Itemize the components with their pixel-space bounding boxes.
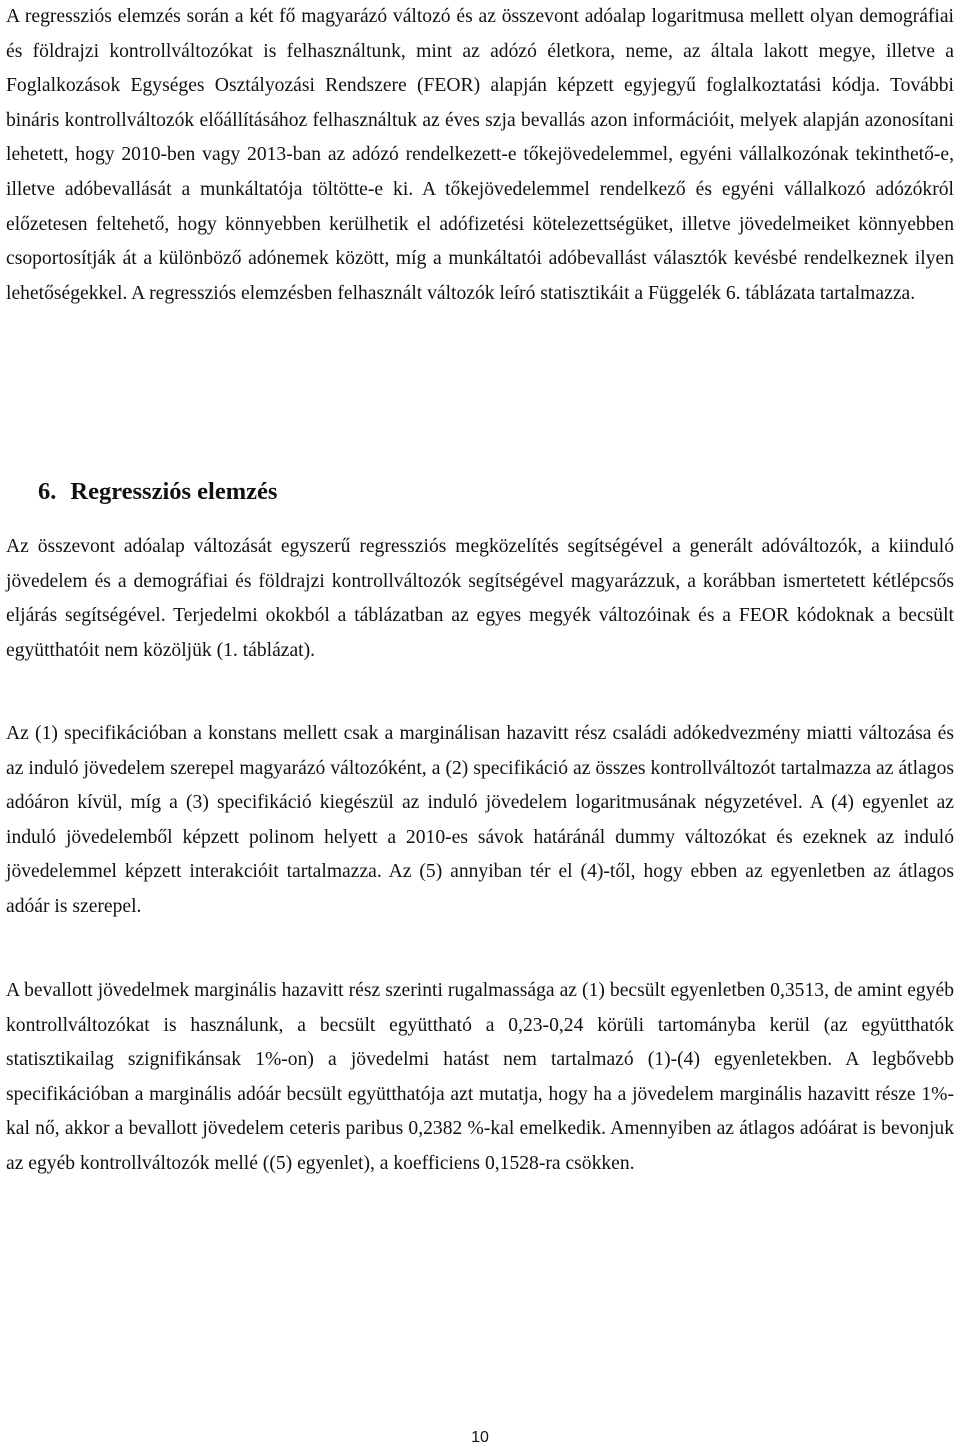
section-heading [38,474,277,510]
section-paragraph-1: Az összevont adóalap változását egyszerű regressziós megközelítés segítségével a generált adóváltozók, a kiinduló jövedelem és a demográfiai és földrajzi kontrollváltozók segítségével magyarázzuk, a korábban ismertetett kétlépcsős eljárás segítségével. Terjedelmi okokból a táblázatban az egyes megyék változóinak és a FEOR kódoknak a becsült együtthatóit nem közöljük (1. táblázat). [6,536,954,661]
section-title: Regressziós elemzés [70,478,278,505]
section-paragraph-2: Az (1) specifikációban a konstans mellett csak a marginálisan hazavitt rész családi adókedvezmény miatti változása és az induló jövedelem szerepel magyarázó változóként, a (2) specifikáció az összes kontrollváltozót tartalmazza az átlagos adóáron kívül, míg a (3) specifikáció kiegészül az induló jövedelem logaritmusának négyzetével. A (4) egyenlet az induló jövedelemből képzett polinom helyett a 2010-es sávok határánál dummy változókat és ezeknek az induló jövedelemmel képzett interakcióit tartalmazza. Az (5) annyiban tér el (4)-től, hogy ebben az egyenletben az átlagos adóár is szerepel. [6,723,954,917]
section-number: 6. [38,478,57,505]
page-number: 10 [471,1429,489,1446]
section-paragraph-3: A bevallott jövedelmek marginális hazavitt rész szerinti rugalmassága az (1) becsült egyenletben 0,3513, de amint egyéb kontrollváltozókat is használunk, a becsült együttható a 0,23-0,24 körüli tartományba kerül (az együtthatók statisztikailag szignifikánsak 1%-on) a jövedelmi hatást nem tartalmazó (1)-(4) egyenletekben. A legbővebb specifikációban a marginális adóár becsült együtthatója azt mutatja, hogy ha a jövedelem marginális hazavitt része 1%-kal nő, akkor a bevallott jövedelem ceteris paribus 0,2382 %-kal emelkedik. Amennyiben az átlagos adóárat is bevonjuk az egyéb kontrollváltozók mellé ((5) egyenlet), a koefficiens 0,1528-ra csökken. [6,980,954,1174]
intro-paragraph: A regressziós elemzés során a két fő magyarázó változó és az összevont adóalap logaritmusa mellett olyan demográfiai és földrajzi kontrollváltozókat is felhasználtunk, mint az adózó életkora, neme, az általa lakott megye, illetve a Foglalkozások Egységes Osztályozási Rendszere (FEOR) alapján képzett egyjegyű foglalkoztatási kódja. További bináris kontrollváltozók előállításához felhasználtuk az éves szja bevallás azon információit, melyek alapján azonosítani lehetett, hogy 2010-ben vagy 2013-ban az adózó rendelkezett-e tőkejövedelemmel, egyéni vállalkozónak tekinthető-e, illetve adóbevallását a munkáltatója töltötte-e ki. A tőkejövedelemmel rendelkező és egyéni vállalkozó adózókról előzetesen feltehető, hogy könnyebben kerülhetik el adófizetési kötelezettségüket, illetve jövedelmeiket könnyebben csoportosítják át a különböző adónemek között, míg a munkáltatói adóbevallást választók kevésbé rendelkeznek ilyen lehetőségekkel. A regressziós elemzésben felhasznált változók leíró statisztikáit a Függelék 6. táblázata tartalmazza. [6,6,954,304]
